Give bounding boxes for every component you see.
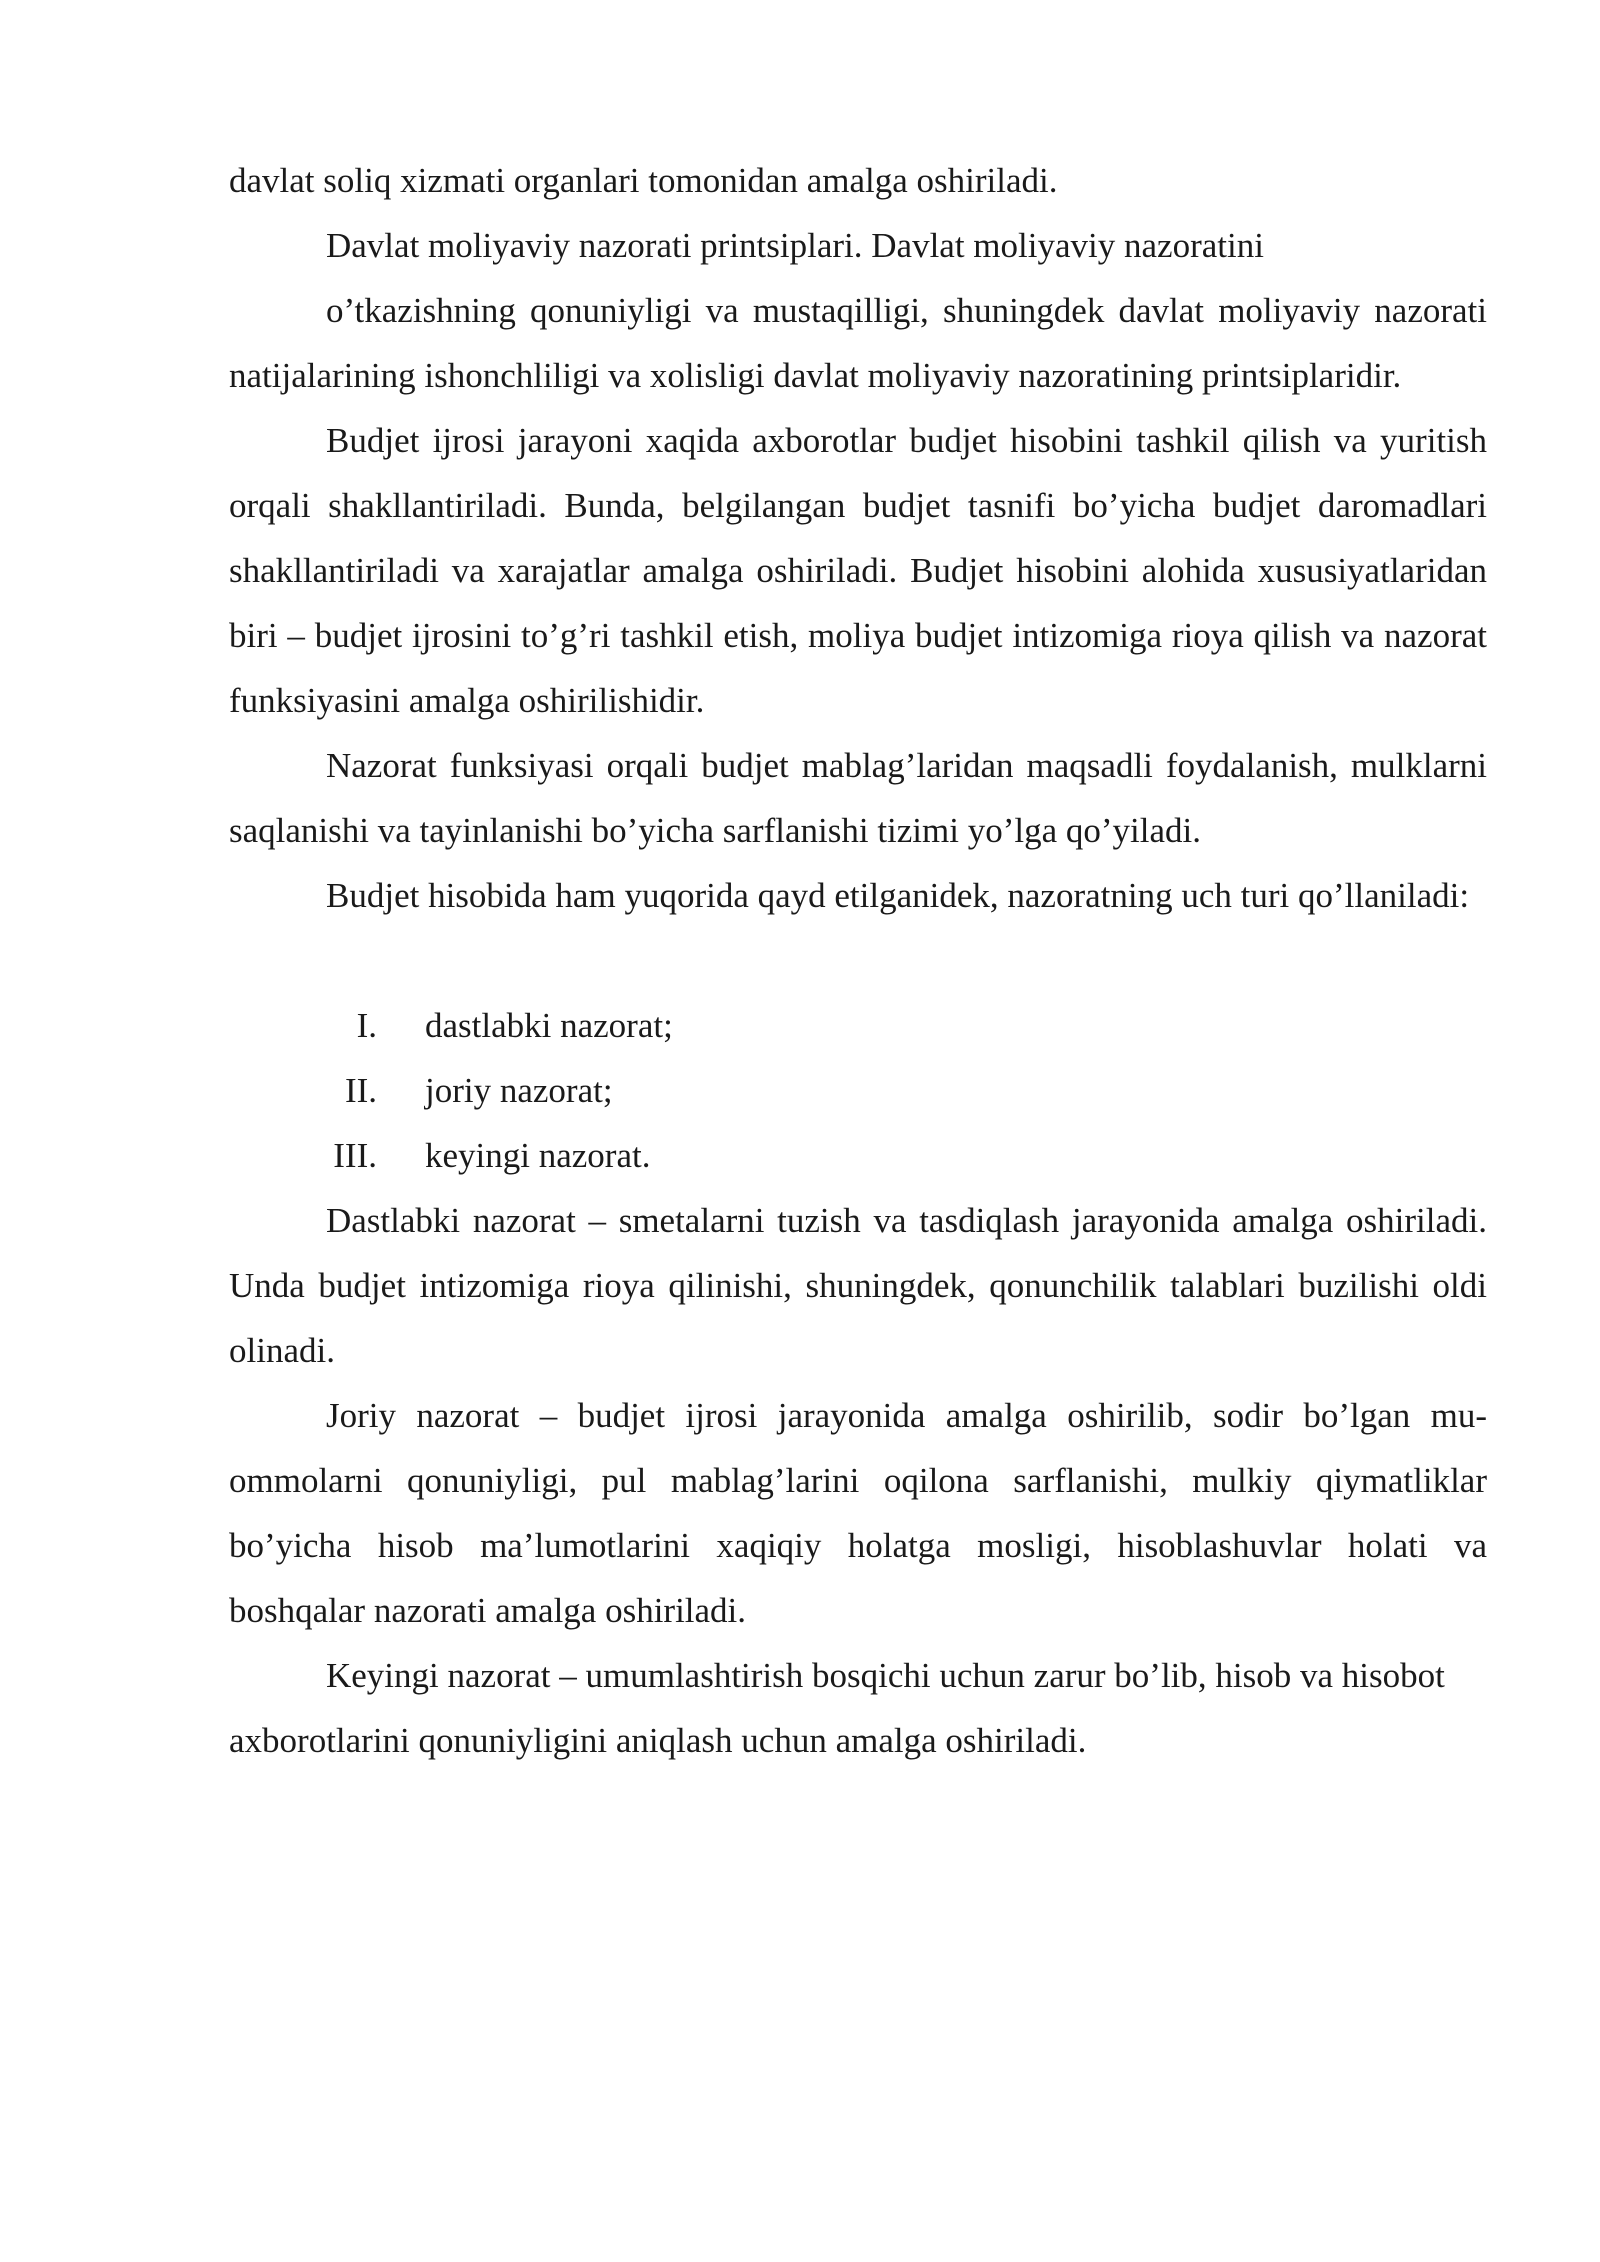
- paragraph-principles: o’tkazishning qonuniyligi va mustaqilligi, shuningdek davlat moliyaviy nazorati natijalarining ishonchliligi va xolisligi davlat moliyaviy nazoratining printsiplaridir.: [229, 291, 1487, 395]
- paragraph-continuation: davlat soliq xizmati organlari tomonidan amalga oshiriladi.: [229, 161, 1058, 200]
- list-item-number: III.: [333, 1136, 377, 1175]
- paragraph-budget-execution: Budjet ijrosi jarayoni xaqida axborotlar budjet hisobini tashkil qilish va yuritish orqali shakllantiriladi. Bunda, belgilangan budjet tasnifi bo’yicha budjet daromadlari shakllantiriladi va xarajatlar amalga oshiriladi. Budjet hisobini alohida xususiyatlaridan biri – budjet ijrosini to’g’ri tashkil etish, moliya budjet intizomiga rioya qilish va nazorat funksiyasini amalga oshirilishidir.: [229, 421, 1487, 720]
- paragraph-control-function: Nazorat funksiyasi orqali budjet mablag’laridan maqsadli foydalanish, mulklarni saqlanishi va tayinlanishi bo’yicha sarflanishi tizimi yo’lga qo’yiladi.: [229, 746, 1487, 850]
- paragraph-principles-heading: Davlat moliyaviy nazorati printsiplari. Davlat moliyaviy nazoratini: [326, 226, 1264, 265]
- list-item-number: I.: [356, 1006, 377, 1045]
- paragraph-control-types-intro: Budjet hisobida ham yuqorida qayd etilganidek, nazoratning uch turi qo’llaniladi:: [326, 876, 1470, 915]
- list-item-text: keyingi nazorat.: [425, 1136, 651, 1175]
- list-item: [229, 993, 1487, 1058]
- list-item-number: II.: [344, 1071, 377, 1110]
- list-item: [229, 1123, 1487, 1188]
- paragraph-current-control: Joriy nazorat – budjet ijrosi jarayonida amalga oshirilib, sodir bo’lgan mu-ommolarni qonuniyligi, pul mablag’larini oqilona sarflanishi, mulkiy qiymatliklar bo’yicha hisob ma’lumotlarini xaqiqiy holatga mosligi, hisoblashuvlar holati va boshqalar nazorati amalga oshiriladi.: [229, 1396, 1487, 1630]
- paragraph-preliminary-control: Dastlabki nazorat – smetalarni tuzish va tasdiqlash jarayonida amalga oshiriladi. Unda budjet intizomiga rioya qilinishi, shuningdek, qonunchilik talablari buzilishi oldi olinadi.: [229, 1201, 1487, 1370]
- blank-line: [229, 928, 1487, 993]
- list-item: [229, 1058, 1487, 1123]
- document-page: [229, 148, 1487, 1773]
- paragraph-subsequent-control: Keyingi nazorat – umumlashtirish bosqichi uchun zarur bo’lib, hisob va hisobot axborotlarini qonuniyligini aniqlash uchun amalga oshiriladi.: [229, 1656, 1445, 1760]
- control-types-list: [229, 993, 1487, 1188]
- list-item-text: dastlabki nazorat;: [425, 1006, 673, 1045]
- list-item-text: joriy nazorat;: [425, 1071, 613, 1110]
